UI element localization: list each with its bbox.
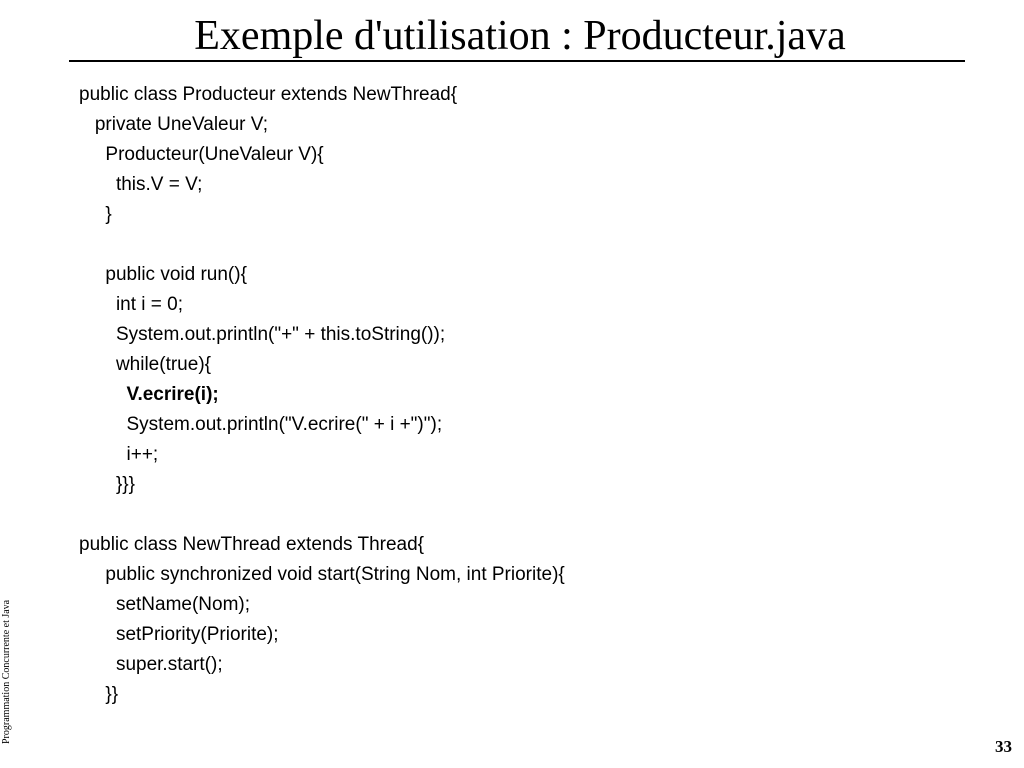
code-line: i++; — [79, 444, 159, 465]
code-line: System.out.println("V.ecrire(" + i +")"); — [79, 414, 443, 435]
code-line: }}} — [79, 474, 135, 495]
code-line: setName(Nom); — [79, 594, 251, 615]
code-line: }} — [79, 684, 119, 705]
page-number: 33 — [995, 737, 1012, 756]
code-line: setPriority(Priorite); — [79, 624, 279, 645]
code-line: public class NewThread extends Thread{ — [79, 534, 425, 555]
code-line: this.V = V; — [79, 174, 203, 195]
code-line: System.out.println("+" + this.toString()); — [79, 324, 446, 345]
code-line: private UneValeur V; — [79, 114, 269, 135]
slide-title: Exemple d'utilisation : Producteur.java — [194, 13, 846, 59]
code-line: V.ecrire(i); — [79, 384, 219, 405]
title-underline — [69, 60, 965, 62]
code-line — [79, 500, 565, 530]
code-block — [79, 80, 565, 710]
code-line: int i = 0; — [79, 294, 184, 315]
code-line: public void run(){ — [79, 264, 247, 285]
code-line: super.start(); — [79, 654, 223, 675]
code-line: } — [79, 204, 112, 225]
code-line: while(true){ — [79, 354, 211, 375]
code-line: public class Producteur extends NewThread{ — [79, 84, 458, 105]
code-line — [79, 230, 565, 260]
sidebar-footer-label: Programmation Concurrente et Java — [1, 599, 12, 744]
code-line: Producteur(UneValeur V){ — [79, 144, 324, 165]
code-line: public synchronized void start(String Nom, int Priorite){ — [79, 564, 565, 585]
